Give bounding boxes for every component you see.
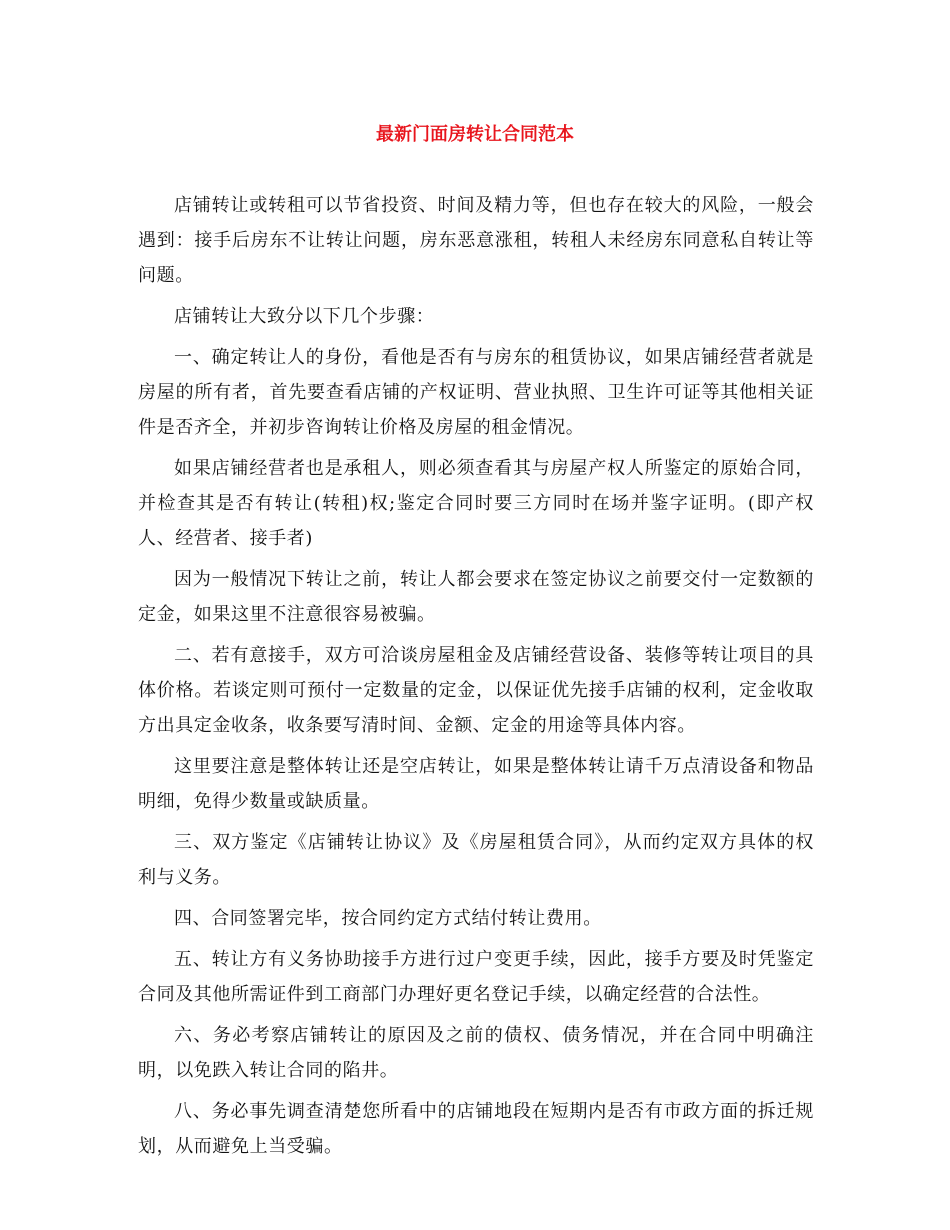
document-body [138,188,814,1170]
paragraph: 三、双方鉴定《店铺转让协议》及《房屋租赁合同》，从而约定双方具体的权利与义务。 [138,832,814,888]
document-title: 最新门面房转让合同范本 [376,124,574,145]
paragraph: 四、合同签署完毕，按合同约定方式结付转让费用。 [174,908,602,929]
paragraph: 一、确定转让人的身份，看他是否有与房东的租赁协议，如果店铺经营者就是房屋的所有者，首先要查看店铺的产权证明、营业执照、卫生许可证等其他相关证件是否齐全，并初步咨询转让价格及房屋的租金情况。 [138,347,814,438]
paragraph: 这里要注意是整体转让还是空店转让，如果是整体转让请千万点清设备和物品明细，免得少数量或缺质量。 [138,756,814,812]
paragraph: 八、务必事先调查清楚您所看中的店铺地段在短期内是否有市政方面的拆迁规划，从而避免上当受骗。 [138,1101,814,1157]
paragraph: 五、转让方有义务协助接手方进行过户变更手续，因此，接手方要及时凭鉴定合同及其他所需证件到工商部门办理好更名登记手续，以确定经营的合法性。 [138,949,814,1005]
paragraph: 店铺转让大致分以下几个步骤： [174,306,435,327]
paragraph: 店铺转让或转租可以节省投资、时间及精力等，但也存在较大的风险，一般会遇到：接手后房东不让转让问题，房东恶意涨租，转租人未经房东同意私自转让等问题。 [138,195,814,286]
paragraph: 如果店铺经营者也是承租人，则必须查看其与房屋产权人所鉴定的原始合同，并检查其是否有转让(转租)权;鉴定合同时要三方同时在场并鉴字证明。(即产权人、经营者、接手者) [138,458,814,549]
paragraph: 因为一般情况下转让之前，转让人都会要求在签定协议之前要交付一定数额的定金，如果这里不注意很容易被骗。 [138,569,814,625]
paragraph: 六、务必考察店铺转让的原因及之前的债权、债务情况，并在合同中明确注明，以免跌入转让合同的陷井。 [138,1025,814,1081]
paragraph: 二、若有意接手，双方可洽谈房屋租金及店铺经营设备、装修等转让项目的具体价格。若谈定则可预付一定数量的定金，以保证优先接手店铺的权利，定金收取方出具定金收条，收条要写清时间、金额、定金的用途等具体内容。 [138,645,814,736]
